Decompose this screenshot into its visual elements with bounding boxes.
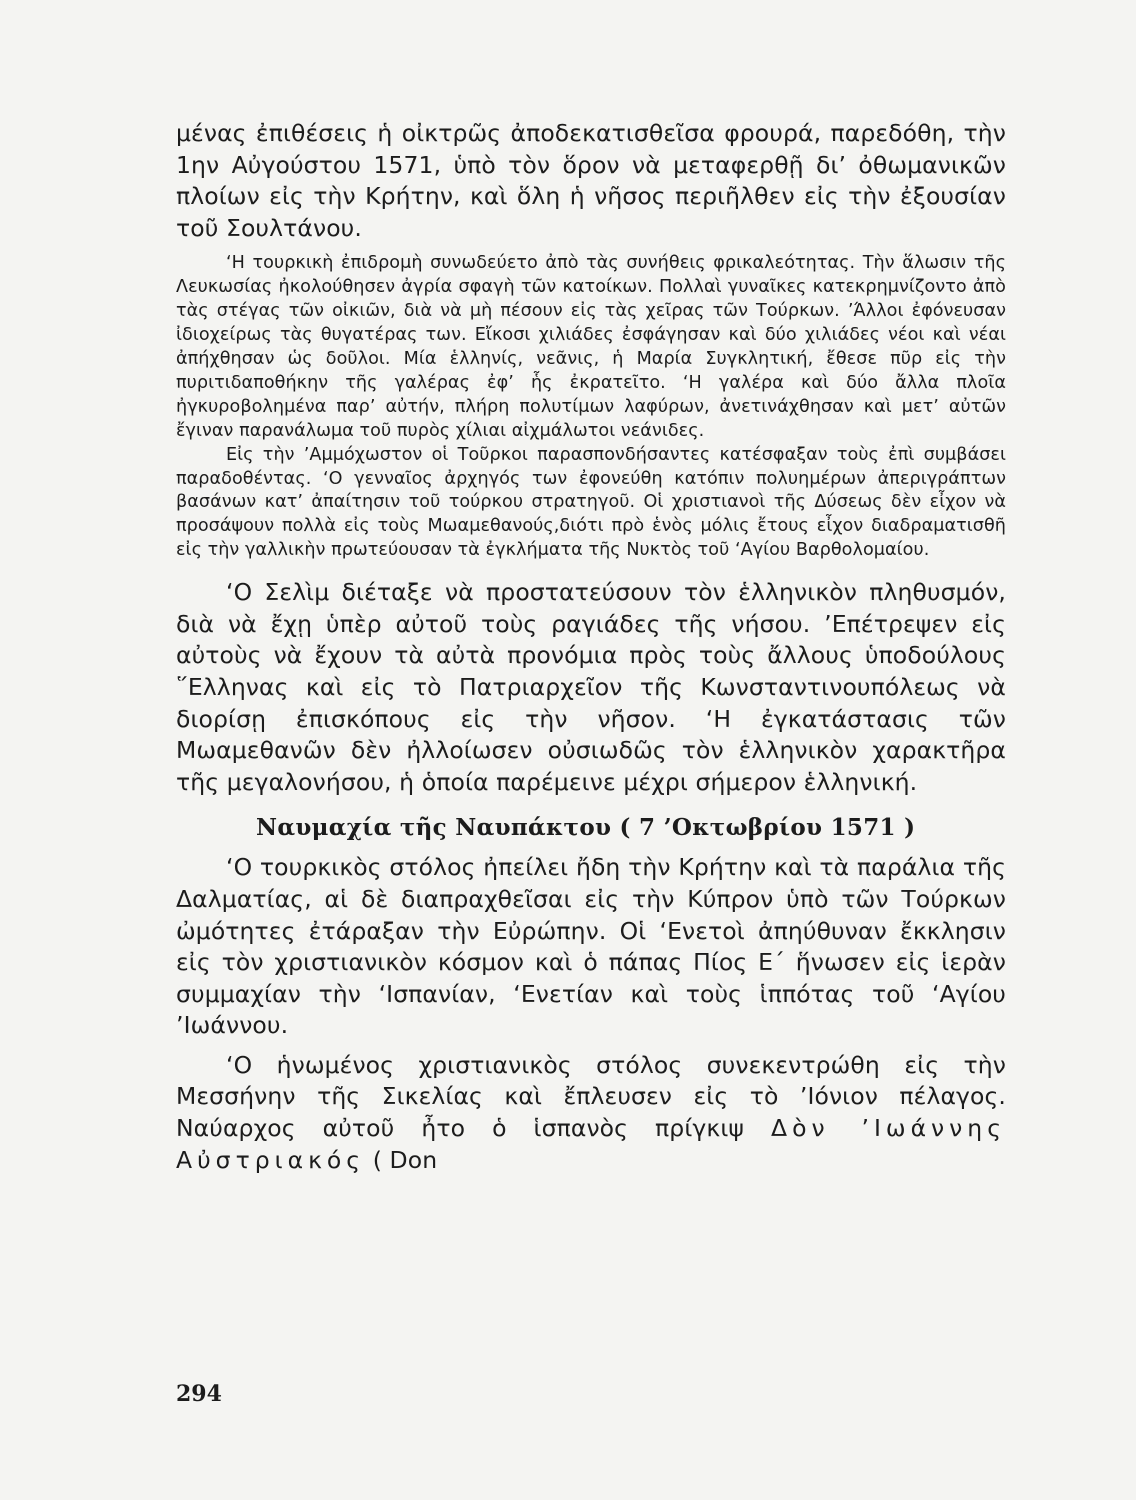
section-heading: Ναυμαχία τῆς Ναυπάκτου ( 7 ’Οκτωβρίου 1571 ): [256, 814, 916, 842]
note-paragraph-massacre: ‘Η τουρκικὴ ἐπιδρομὴ συνωδεύετο ἀπὸ τὰς συνήθεις φρικαλεότητας. Τὴν ἅλωσιν τῆς Λευκωσίας ἠκολούθησεν ἀγρία σφαγὴ τῶν κατοίκων. Πολλαὶ γυναῖκες κατεκρημνίζοντο ἀπὸ τὰς στέγας τῶν οἰκιῶν, διὰ νὰ μὴ πέσουν εἰς τὰς χεῖρας τῶν Τούρκων. ’Άλλοι ἐφόνευσαν ἰδιοχείρως τὰς θυγατέρας των. Εἴκοσι χιλιάδες ἐσφάγησαν καὶ δύο χιλιάδες νέοι καὶ νέαι ἀπήχθησαν ὡς δοῦλοι. Μία ἑλληνίς, νεᾶνις, ἡ Μαρία Συγκλητική, ἔθεσε πῦρ εἰς τὴν πυριτιδαποθήκην τῆς γαλέρας ἐφ’ ἧς ἐκρατεῖτο. ‘Η γαλέρα καὶ δύο ἄλλα πλοῖα ἠγκυροβολημένα παρ’ αὐτήν, πλήρη πολυτίμων λαφύρων, ἀνετινάχθησαν καὶ μετ’ αὐτῶν ἔγιναν παρανάλωμα τοῦ πυρὸς χίλιαι αἰχμάλωτοι νεάνιδες.: [176, 253, 1006, 441]
paragraph-christian-fleet: [176, 1050, 1006, 1176]
paragraph-christian-fleet-start: ‘Ο ἡνωμένος χριστιανικὸς στόλος συνεκεντρώθη εἰς τὴν Μεσσήνην τῆς Σικελίας καὶ ἔπλευσεν εἰς τὸ ’Ιόνιον πέλαγος. Ναύαρχος αὐτοῦ ἦτο ὁ ἱσπανὸς πρίγκιψ: [176, 1050, 1006, 1143]
note-paragraph-famagusta: Εἰς τὴν ’Αμμόχωστον οἱ Τοῦρκοι παρασπονδήσαντες κατέσφαξαν τοὺς ἐπὶ συμβάσει παραδοθέντας. ‘Ο γενναῖος ἀρχηγός των ἐφονεύθη κατόπιν πολυημέρων ἀπεριγράπτων βασάνων κατ’ ἀπαίτησιν τοῦ τούρκου στρατηγοῦ. Οἱ χριστιανοὶ τῆς Δύσεως δὲν εἶχον νὰ προσάψουν πολλὰ εἰς τοὺς Μωαμεθανούς,διότι πρὸ ἑνὸς μόλις ἔτους εἶχον διαδραματισθῆ εἰς τὴν γαλλικὴν πρωτεύουσαν τὰ ἐγκλήματα τῆς Νυκτὸς τοῦ ‘Αγίου Βαρθολομαίου.: [176, 444, 1006, 561]
page-number: 294: [176, 1381, 222, 1407]
admiral-name: Δὸν ’Ιωάννης Αὐστριακός: [176, 1114, 1006, 1174]
document-page: [176, 118, 1006, 1458]
paragraph-turkish-fleet: ‘Ο τουρκικὸς στόλος ἠπείλει ἤδη τὴν Κρήτην καὶ τὰ παράλια τῆς Δαλματίας, αἱ δὲ διαπραχθεῖσαι εἰς τὴν Κύπρον ὑπὸ τῶν Τούρκων ὠμότητες ἐτάραξαν τὴν Εὐρώπην. Οἱ ‘Ενετοὶ ἀπηύθυναν ἔκκλησιν εἰς τὸν χριστιανικὸν κόσμον καὶ ὁ πάπας Πίος Ε΄ ἥνωσεν εἰς ἱερὰν συμμαχίαν τὴν ‘Ισπανίαν, ‘Ενετίαν καὶ τοὺς ἱππότας τοῦ ‘Αγίου ’Ιωάννου.: [176, 853, 1006, 1040]
paragraph-selim: ‘Ο Σελὶμ διέταξε νὰ προστατεύσουν τὸν ἑλληνικὸν πληθυσμόν, διὰ νὰ ἔχῃ ὑπὲρ αὐτοῦ τοὺς ραγιάδες τῆς νήσου. ’Επέτρεψεν εἰς αὐτοὺς νὰ ἔχουν τὰ αὐτὰ προνόμια πρὸς τοὺς ἄλλους ὑποδούλους ῞Ελληνας καὶ εἰς τὸ Πατριαρχεῖον τῆς Κωνσταντινουπόλεως νὰ διορίσῃ ἐπισκόπους εἰς τὴν νῆσον. ‘Η ἐγκατάστασις τῶν Μωαμεθανῶν δὲν ἠλλοίωσεν οὐσιωδῶς τὸν ἑλληνικὸν χαρακτῆρα τῆς μεγαλονήσου, ἡ ὁποία παρέμεινε μέχρι σήμερον ἑλληνική.: [176, 578, 1006, 796]
paragraph-christian-fleet-end: ( Don: [372, 1145, 438, 1174]
opening-paragraph: μένας ἐπιθέσεις ἡ οἰκτρῶς ἀποδεκατισθεῖσα φρουρά, παρεδόθη, τὴν 1ην Αὐγούστου 1571, ὑπὸ τὸν ὅρον νὰ μεταφερθῇ δι’ ὀθωμανικῶν πλοίων εἰς τὴν Κρήτην, καὶ ὅλη ἡ νῆσος περιῆλθεν εἰς τὴν ἐξουσίαν τοῦ Σουλτάνου.: [176, 119, 1006, 242]
